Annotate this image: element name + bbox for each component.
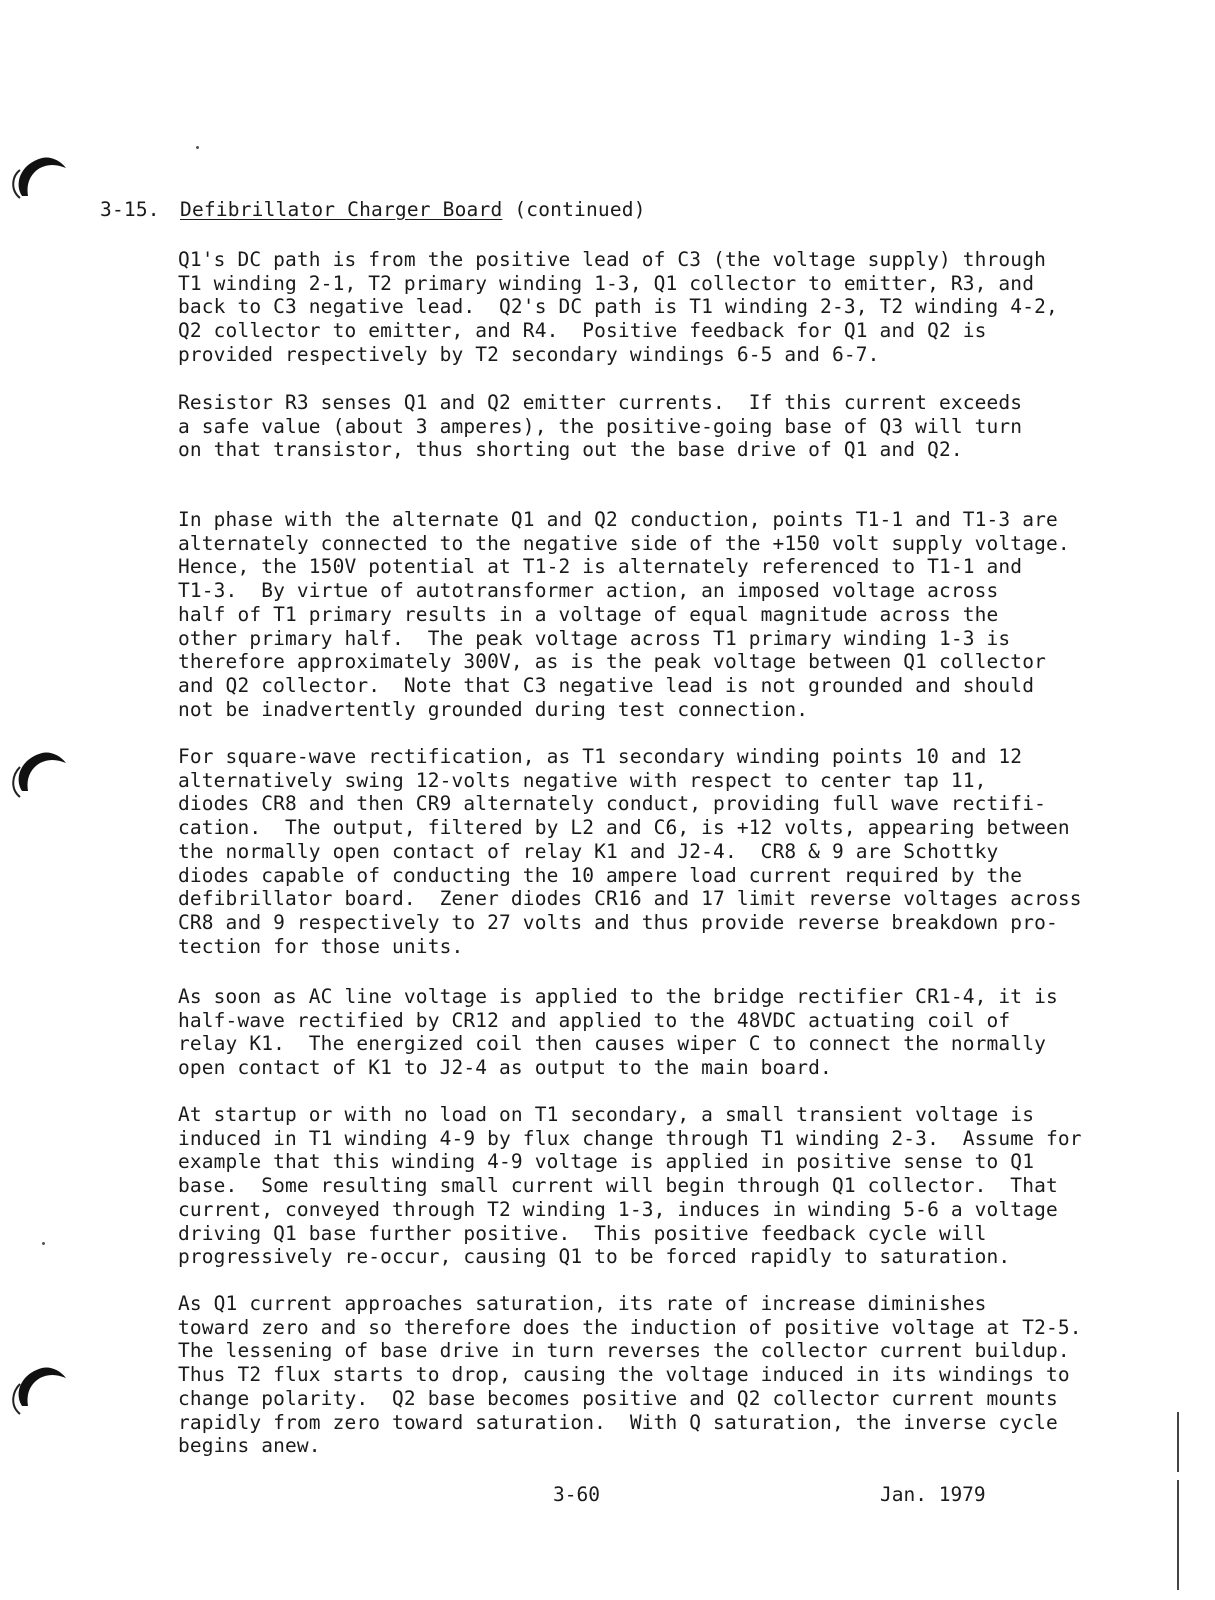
page-number: 3-60 — [553, 1483, 600, 1506]
scan-speck — [196, 146, 199, 149]
scan-speck — [42, 1242, 45, 1245]
scan-edge-line — [1177, 1480, 1179, 1590]
paragraph-relay: As soon as AC line voltage is applied to the bridge rectifier CR1-4, it is half-wave rectified by CR12 and applied to the 48VDC actuating coil of relay K1. The energized coil then causes wiper C to connect the normally open contact of K1 to J2-4 as output to the main board. — [178, 985, 1058, 1080]
paragraph-autotransformer: In phase with the alternate Q1 and Q2 conduction, points T1-1 and T1-3 are alternately connected to the negative side of the +150 volt supply voltage. Hence, the 150V potential at T1-2 is alternately referenced to T1-1 and T1-3. By virtue of autotransformer action, an imposed voltage across half of T1 primary results in a voltage of equal magnitude across the other primary half. The peak voltage across T1 primary winding 1-3 is therefore approximately 300V, as is the peak voltage between Q1 collector and Q2 collector. Note that C3 negative lead is not grounded and should not be inadvertently grounded during test connection. — [178, 508, 1070, 721]
section-number: 3-15. — [100, 198, 160, 221]
paragraph-saturation: As Q1 current approaches saturation, its rate of increase diminishes toward zero and so therefore does the induction of positive voltage at T2-5. The lessening of base drive in turn reverses the collector current buildup. Thus T2 flux starts to drop, causing the voltage induced in its windings to change polarity. Q2 base becomes positive and Q2 collector current mounts rapidly from zero toward saturation. With Q saturation, the inverse cycle begins anew. — [178, 1292, 1082, 1458]
section-title: Defibrillator Charger Board — [180, 198, 503, 221]
section-heading — [100, 198, 646, 221]
punch-hole-mark-top — [8, 150, 68, 210]
punch-hole-mark-middle — [8, 745, 68, 805]
paragraph-current-sense: Resistor R3 senses Q1 and Q2 emitter currents. If this current exceeds a safe value (about 3 amperes), the positive-going base of Q3 will turn on that transistor, thus shorting out the base drive of Q1 and Q2. — [178, 391, 1023, 462]
punch-hole-mark-bottom — [8, 1360, 68, 1420]
paragraph-dc-path: Q1's DC path is from the positive lead of C3 (the voltage supply) through T1 winding 2-1, T2 primary winding 1-3, Q1 collector to emitter, R3, and back to C3 negative lead. Q2's DC path is T1 winding 2-3, T2 winding 4-2, Q2 collector to emitter, and R4. Positive feedback for Q1 and Q2 is provided respectively by T2 secondary windings 6-5 and 6-7. — [178, 248, 1058, 366]
paragraph-startup: At startup or with no load on T1 secondary, a small transient voltage is induced in T1 winding 4-9 by flux change through T1 winding 2-3. Assume for example that this winding 4-9 voltage is applied in positive sense to Q1 base. Some resulting small current will begin through Q1 collector. That current, conveyed through T2 winding 1-3, induces in winding 5-6 a voltage driving Q1 base further positive. This positive feedback cycle will progressively re-occur, causing Q1 to be forced rapidly to saturation. — [178, 1103, 1082, 1269]
paragraph-rectification: For square-wave rectification, as T1 secondary winding points 10 and 12 alternatively swing 12-volts negative with respect to center tap 11, diodes CR8 and then CR9 alternately conduct, providing full wave rectifi- cation. The output, filtered by L2 and C6, is +12 volts, appearing between the normally open contact of relay K1 and J2-4. CR8 & 9 are Schottky diodes capable of conducting the 10 ampere load current required by the defibrillator board. Zener diodes CR16 and 17 limit reverse voltages across CR8 and 9 respectively to 27 volts and thus provide reverse breakdown pro- tection for those units. — [178, 745, 1082, 958]
section-title-suffix: (continued) — [502, 198, 646, 221]
page-date: Jan. 1979 — [880, 1483, 986, 1506]
scan-edge-line — [1177, 1412, 1179, 1472]
